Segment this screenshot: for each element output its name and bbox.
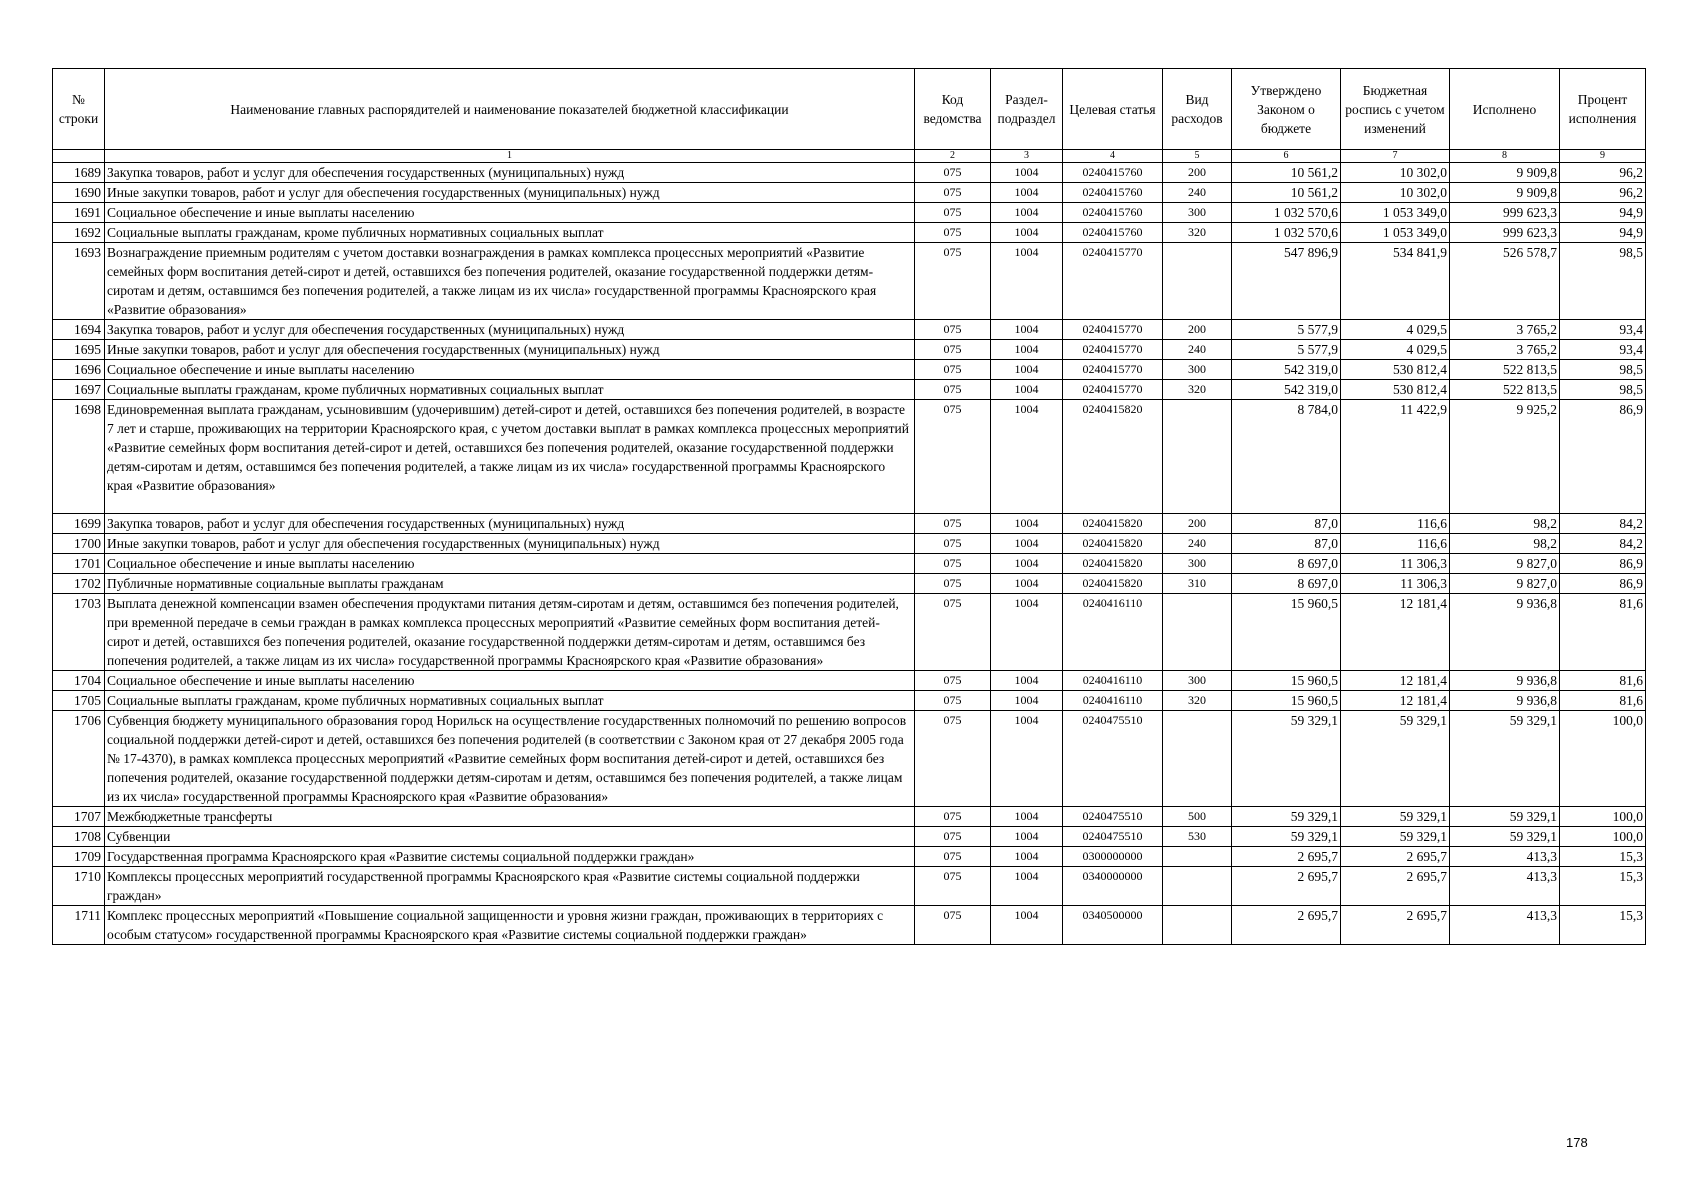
expense-type-code: 320 [1163,223,1232,243]
execution-percent: 86,9 [1560,400,1646,514]
table-row [53,807,1646,827]
section-code: 1004 [991,163,1063,183]
column-number: 4 [1063,150,1163,163]
approved-amount: 5 577,9 [1232,340,1341,360]
budget-list-amount: 530 812,4 [1341,360,1450,380]
row-number: 1692 [53,223,105,243]
dept-code: 075 [915,340,991,360]
header-executed: Исполнено [1450,69,1560,150]
target-code: 0300000000 [1063,847,1163,867]
table-row [53,183,1646,203]
execution-percent: 94,9 [1560,203,1646,223]
target-code: 0240415770 [1063,360,1163,380]
dept-code: 075 [915,554,991,574]
budget-list-amount: 12 181,4 [1341,671,1450,691]
dept-code: 075 [915,827,991,847]
target-code: 0240415770 [1063,320,1163,340]
expense-type-code [1163,906,1232,945]
executed-amount: 522 813,5 [1450,360,1560,380]
budget-list-amount: 10 302,0 [1341,163,1450,183]
budget-list-amount: 116,6 [1341,514,1450,534]
row-name: Субвенции [105,827,915,847]
row-number: 1697 [53,380,105,400]
dept-code: 075 [915,691,991,711]
executed-amount: 3 765,2 [1450,340,1560,360]
execution-percent: 94,9 [1560,223,1646,243]
row-number: 1689 [53,163,105,183]
row-number: 1709 [53,847,105,867]
executed-amount: 59 329,1 [1450,827,1560,847]
section-code: 1004 [991,223,1063,243]
target-code: 0340000000 [1063,867,1163,906]
section-code: 1004 [991,554,1063,574]
execution-percent: 98,5 [1560,360,1646,380]
expense-type-code [1163,400,1232,514]
executed-amount: 9 909,8 [1450,163,1560,183]
column-number: 3 [991,150,1063,163]
dept-code: 075 [915,243,991,320]
table-row [53,223,1646,243]
row-number: 1705 [53,691,105,711]
approved-amount: 5 577,9 [1232,320,1341,340]
section-code: 1004 [991,534,1063,554]
target-code: 0240415770 [1063,340,1163,360]
table-row [53,827,1646,847]
executed-amount: 413,3 [1450,867,1560,906]
table-row [53,867,1646,906]
approved-amount: 87,0 [1232,514,1341,534]
budget-list-amount: 59 329,1 [1341,711,1450,807]
expense-type-code [1163,847,1232,867]
target-code: 0240416110 [1063,691,1163,711]
dept-code: 075 [915,320,991,340]
page-number: 178 [1566,1135,1588,1150]
expense-type-code: 530 [1163,827,1232,847]
row-number: 1701 [53,554,105,574]
budget-list-amount: 1 053 349,0 [1341,223,1450,243]
table-row [53,906,1646,945]
row-number: 1710 [53,867,105,906]
table-row [53,320,1646,340]
executed-amount: 9 936,8 [1450,594,1560,671]
budget-list-amount: 2 695,7 [1341,847,1450,867]
table-row [53,380,1646,400]
execution-percent: 15,3 [1560,867,1646,906]
header-section: Раздел-подраздел [991,69,1063,150]
dept-code: 075 [915,203,991,223]
execution-percent: 96,2 [1560,163,1646,183]
row-name: Социальное обеспечение и иные выплаты населению [105,671,915,691]
column-number: 1 [105,150,915,163]
dept-code: 075 [915,400,991,514]
header-percent: Процент исполнения [1560,69,1646,150]
budget-list-amount: 12 181,4 [1341,691,1450,711]
row-name: Публичные нормативные социальные выплаты гражданам [105,574,915,594]
expense-type-code: 300 [1163,554,1232,574]
dept-code: 075 [915,380,991,400]
table-body [53,163,1646,945]
budget-execution-table [52,68,1646,945]
target-code: 0240415770 [1063,243,1163,320]
executed-amount: 9 909,8 [1450,183,1560,203]
target-code: 0340500000 [1063,906,1163,945]
table-row [53,691,1646,711]
expense-type-code [1163,594,1232,671]
row-number: 1698 [53,400,105,514]
execution-percent: 84,2 [1560,514,1646,534]
table-row [53,711,1646,807]
target-code: 0240415760 [1063,163,1163,183]
approved-amount: 87,0 [1232,534,1341,554]
expense-type-code [1163,867,1232,906]
table-row [53,360,1646,380]
budget-list-amount: 11 306,3 [1341,574,1450,594]
table-row [53,847,1646,867]
header-name: Наименование главных распорядителей и наименование показателей бюджетной классификации [105,69,915,150]
approved-amount: 542 319,0 [1232,380,1341,400]
executed-amount: 526 578,7 [1450,243,1560,320]
row-number: 1707 [53,807,105,827]
row-number: 1693 [53,243,105,320]
row-number: 1690 [53,183,105,203]
approved-amount: 8 784,0 [1232,400,1341,514]
approved-amount: 59 329,1 [1232,807,1341,827]
row-name: Межбюджетные трансферты [105,807,915,827]
target-code: 0240415760 [1063,223,1163,243]
budget-list-amount: 2 695,7 [1341,867,1450,906]
table-row [53,514,1646,534]
approved-amount: 15 960,5 [1232,671,1341,691]
row-name: Вознаграждение приемным родителям с учетом доставки вознаграждения в рамках комплекса процессных мероприятий «Развитие семейных форм воспитания детей-сирот и детей, оставшихся без попечения родителей, оказание государственной поддержки детям-сиротам и детям, оставшимся без попечения родителей, а также лицам из их числа» государственной программы Красноярского края «Развитие образования» [105,243,915,320]
section-code: 1004 [991,514,1063,534]
row-number: 1706 [53,711,105,807]
row-number: 1702 [53,574,105,594]
executed-amount: 999 623,3 [1450,223,1560,243]
header-target: Целевая статья [1063,69,1163,150]
row-name: Иные закупки товаров, работ и услуг для обеспечения государственных (муниципальных) нужд [105,340,915,360]
header-budget-list: Бюджетная роспись с учетом изменений [1341,69,1450,150]
table-row [53,400,1646,514]
target-code: 0240415820 [1063,554,1163,574]
row-name: Иные закупки товаров, работ и услуг для обеспечения государственных (муниципальных) нужд [105,183,915,203]
column-number [53,150,105,163]
target-code: 0240415760 [1063,183,1163,203]
dept-code: 075 [915,574,991,594]
target-code: 0240415820 [1063,534,1163,554]
executed-amount: 3 765,2 [1450,320,1560,340]
row-name: Субвенция бюджету муниципального образования город Норильск на осуществление государственных полномочий по решению вопросов социальной поддержки детей-сирот и детей, оставшихся без попечения родителей (в соответствии с Законом края от 27 декабря 2005 года № 17-4370), в рамках комплекса процессных мероприятий «Развитие семейных форм воспитания детей-сирот и детей, оставшихся без попечения родителей, оказание государственной поддержки детям-сиротам и детям, оставшимся без попечения родителей, а также лицам из их числа» государственной программы Красноярского края «Развитие образования» [105,711,915,807]
section-code: 1004 [991,594,1063,671]
execution-percent: 84,2 [1560,534,1646,554]
section-code: 1004 [991,847,1063,867]
approved-amount: 8 697,0 [1232,574,1341,594]
column-number: 8 [1450,150,1560,163]
expense-type-code: 300 [1163,671,1232,691]
budget-list-amount: 12 181,4 [1341,594,1450,671]
table-row [53,163,1646,183]
dept-code: 075 [915,807,991,827]
row-number: 1700 [53,534,105,554]
executed-amount: 413,3 [1450,847,1560,867]
approved-amount: 15 960,5 [1232,691,1341,711]
target-code: 0240416110 [1063,671,1163,691]
execution-percent: 15,3 [1560,906,1646,945]
executed-amount: 522 813,5 [1450,380,1560,400]
section-code: 1004 [991,906,1063,945]
row-name: Социальное обеспечение и иные выплаты населению [105,203,915,223]
execution-percent: 96,2 [1560,183,1646,203]
row-name: Социальные выплаты гражданам, кроме публичных нормативных социальных выплат [105,691,915,711]
target-code: 0240415820 [1063,400,1163,514]
section-code: 1004 [991,827,1063,847]
row-name: Единовременная выплата гражданам, усыновившим (удочерившим) детей-сирот и детей, оставшихся без попечения родителей, в возрасте 7 лет и старше, проживающих на территории Красноярского края, с учетом доставки выплат в рамках комплекса процессных мероприятий «Развитие семейных форм воспитания детей-сирот и детей, оставшихся без попечения родителей, оказание государственной поддержки детям-сиротам и детям, оставшимся без попечения родителей, а также лицам из их числа» государственной программы Красноярского края «Развитие образования» [105,400,915,514]
budget-list-amount: 10 302,0 [1341,183,1450,203]
approved-amount: 15 960,5 [1232,594,1341,671]
section-code: 1004 [991,671,1063,691]
column-number: 9 [1560,150,1646,163]
budget-list-amount: 534 841,9 [1341,243,1450,320]
row-name: Социальные выплаты гражданам, кроме публичных нормативных социальных выплат [105,380,915,400]
expense-type-code: 320 [1163,380,1232,400]
row-name: Социальные выплаты гражданам, кроме публичных нормативных социальных выплат [105,223,915,243]
approved-amount: 59 329,1 [1232,711,1341,807]
dept-code: 075 [915,711,991,807]
budget-list-amount: 11 422,9 [1341,400,1450,514]
expense-type-code: 200 [1163,163,1232,183]
target-code: 0240415820 [1063,514,1163,534]
execution-percent: 100,0 [1560,807,1646,827]
section-code: 1004 [991,360,1063,380]
row-name: Закупка товаров, работ и услуг для обеспечения государственных (муниципальных) нужд [105,514,915,534]
section-code: 1004 [991,711,1063,807]
row-number: 1691 [53,203,105,223]
target-code: 0240415770 [1063,380,1163,400]
expense-type-code: 240 [1163,534,1232,554]
executed-amount: 999 623,3 [1450,203,1560,223]
budget-list-amount: 11 306,3 [1341,554,1450,574]
section-code: 1004 [991,574,1063,594]
expense-type-code [1163,711,1232,807]
dept-code: 075 [915,847,991,867]
budget-list-amount: 4 029,5 [1341,340,1450,360]
execution-percent: 81,6 [1560,691,1646,711]
section-code: 1004 [991,867,1063,906]
executed-amount: 59 329,1 [1450,807,1560,827]
dept-code: 075 [915,867,991,906]
executed-amount: 59 329,1 [1450,711,1560,807]
executed-amount: 98,2 [1450,534,1560,554]
dept-code: 075 [915,594,991,671]
approved-amount: 1 032 570,6 [1232,203,1341,223]
column-number-row [53,150,1646,163]
dept-code: 075 [915,534,991,554]
dept-code: 075 [915,223,991,243]
row-name: Закупка товаров, работ и услуг для обеспечения государственных (муниципальных) нужд [105,163,915,183]
expense-type-code: 320 [1163,691,1232,711]
expense-type-code: 240 [1163,183,1232,203]
execution-percent: 100,0 [1560,827,1646,847]
header-row-no: № строки [53,69,105,150]
expense-type-code: 240 [1163,340,1232,360]
table-row [53,534,1646,554]
table-row [53,671,1646,691]
dept-code: 075 [915,360,991,380]
table-row [53,203,1646,223]
approved-amount: 8 697,0 [1232,554,1341,574]
executed-amount: 98,2 [1450,514,1560,534]
section-code: 1004 [991,807,1063,827]
executed-amount: 413,3 [1450,906,1560,945]
expense-type-code: 200 [1163,514,1232,534]
execution-percent: 98,5 [1560,380,1646,400]
execution-percent: 86,9 [1560,574,1646,594]
executed-amount: 9 827,0 [1450,574,1560,594]
approved-amount: 2 695,7 [1232,906,1341,945]
section-code: 1004 [991,203,1063,223]
expense-type-code: 310 [1163,574,1232,594]
row-name: Выплата денежной компенсации взамен обеспечения продуктами питания детям-сиротам и детям, оставшимся без попечения родителей, при временной передаче в семьи граждан в рамках комплекса процессных мероприятий «Развитие семейных форм воспитания детей-сирот и детей, оставшихся без попечения родителей, оказание государственной поддержки детям-сиротам и детям, оставшимся без попечения родителей, а также лицам из их числа» государственной программы Красноярского края «Развитие образования» [105,594,915,671]
execution-percent: 100,0 [1560,711,1646,807]
approved-amount: 59 329,1 [1232,827,1341,847]
execution-percent: 81,6 [1560,671,1646,691]
expense-type-code: 500 [1163,807,1232,827]
approved-amount: 542 319,0 [1232,360,1341,380]
table-row [53,574,1646,594]
row-number: 1696 [53,360,105,380]
row-number: 1708 [53,827,105,847]
target-code: 0240475510 [1063,807,1163,827]
target-code: 0240415760 [1063,203,1163,223]
budget-list-amount: 116,6 [1341,534,1450,554]
budget-list-amount: 530 812,4 [1341,380,1450,400]
header-approved: Утверждено Законом о бюджете [1232,69,1341,150]
approved-amount: 1 032 570,6 [1232,223,1341,243]
section-code: 1004 [991,691,1063,711]
executed-amount: 9 936,8 [1450,691,1560,711]
column-number: 5 [1163,150,1232,163]
approved-amount: 2 695,7 [1232,867,1341,906]
expense-type-code: 300 [1163,203,1232,223]
target-code: 0240416110 [1063,594,1163,671]
execution-percent: 93,4 [1560,320,1646,340]
target-code: 0240475510 [1063,827,1163,847]
budget-list-amount: 4 029,5 [1341,320,1450,340]
section-code: 1004 [991,320,1063,340]
executed-amount: 9 925,2 [1450,400,1560,514]
row-number: 1699 [53,514,105,534]
execution-percent: 81,6 [1560,594,1646,671]
execution-percent: 15,3 [1560,847,1646,867]
table-row [53,554,1646,574]
target-code: 0240475510 [1063,711,1163,807]
dept-code: 075 [915,183,991,203]
row-name: Иные закупки товаров, работ и услуг для обеспечения государственных (муниципальных) нужд [105,534,915,554]
row-number: 1703 [53,594,105,671]
row-name: Комплекс процессных мероприятий «Повышение социальной защищенности и уровня жизни граждан, проживающих в территориях с особым статусом» государственной программы Красноярского края «Развитие системы социальной поддержки граждан» [105,906,915,945]
target-code: 0240415820 [1063,574,1163,594]
expense-type-code [1163,243,1232,320]
row-name: Закупка товаров, работ и услуг для обеспечения государственных (муниципальных) нужд [105,320,915,340]
table-row [53,594,1646,671]
row-number: 1694 [53,320,105,340]
approved-amount: 547 896,9 [1232,243,1341,320]
table-row [53,243,1646,320]
execution-percent: 93,4 [1560,340,1646,360]
section-code: 1004 [991,400,1063,514]
header-dept-code: Код ведомства [915,69,991,150]
header-expense-type: Вид расходов [1163,69,1232,150]
row-name: Государственная программа Красноярского края «Развитие системы социальной поддержки граждан» [105,847,915,867]
approved-amount: 2 695,7 [1232,847,1341,867]
dept-code: 075 [915,906,991,945]
budget-list-amount: 59 329,1 [1341,827,1450,847]
table-header-row [53,69,1646,150]
row-number: 1711 [53,906,105,945]
execution-percent: 86,9 [1560,554,1646,574]
approved-amount: 10 561,2 [1232,163,1341,183]
table-row [53,340,1646,360]
executed-amount: 9 936,8 [1450,671,1560,691]
budget-list-amount: 1 053 349,0 [1341,203,1450,223]
section-code: 1004 [991,183,1063,203]
budget-list-amount: 59 329,1 [1341,807,1450,827]
row-number: 1704 [53,671,105,691]
row-name: Социальное обеспечение и иные выплаты населению [105,554,915,574]
column-number: 2 [915,150,991,163]
executed-amount: 9 827,0 [1450,554,1560,574]
row-name: Социальное обеспечение и иные выплаты населению [105,360,915,380]
approved-amount: 10 561,2 [1232,183,1341,203]
execution-percent: 98,5 [1560,243,1646,320]
row-number: 1695 [53,340,105,360]
section-code: 1004 [991,380,1063,400]
column-number: 7 [1341,150,1450,163]
section-code: 1004 [991,243,1063,320]
budget-list-amount: 2 695,7 [1341,906,1450,945]
dept-code: 075 [915,163,991,183]
section-code: 1004 [991,340,1063,360]
expense-type-code: 300 [1163,360,1232,380]
expense-type-code: 200 [1163,320,1232,340]
column-number: 6 [1232,150,1341,163]
dept-code: 075 [915,514,991,534]
row-name: Комплексы процессных мероприятий государственной программы Красноярского края «Развитие системы социальной поддержки граждан» [105,867,915,906]
dept-code: 075 [915,671,991,691]
